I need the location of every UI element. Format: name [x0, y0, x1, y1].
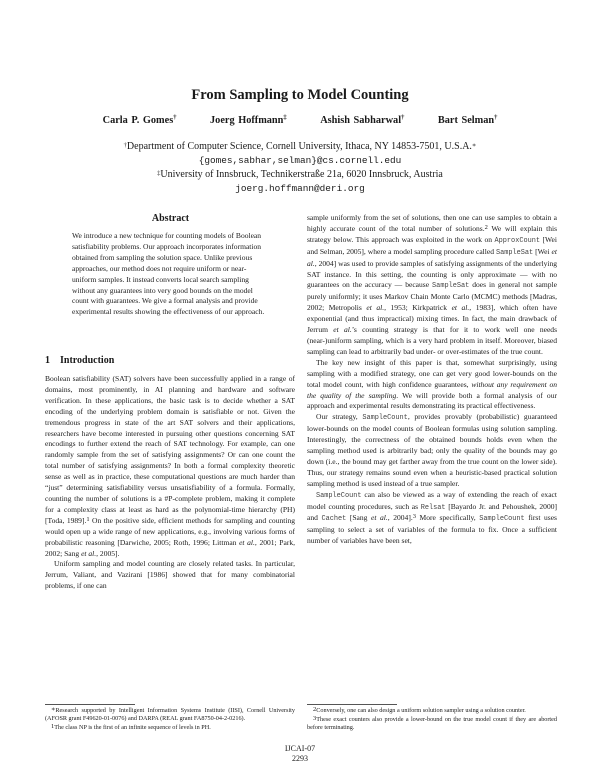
code-approxcount: ApproxCount — [494, 236, 541, 245]
right-paragraph-2: The key new insight of this paper is that, somewhat surprisingly, using sampling with a modified strategy, one can get very good lower-bounds on the total model count, with high confidence guarantees, without any requirement on the quality of the sampling. We will provide both a formal analysis of our approach and experimental results demonstrating its practical effectiveness. — [307, 357, 557, 411]
author-sabharwal: Ashish Sabharwal† — [320, 114, 405, 126]
footnote-star: ∗Research supported by Intelligent Information Systems Institute (IISI), Cornell University (AFOSR grant F49620-01-0076) and DARPA (REAL grant FA8750-04-2-0216). — [45, 706, 295, 723]
footnote-rule-left — [45, 704, 135, 705]
footnote-3: $^3$These exact counters also provide a lower-bound on the true model count if they are aborted before terminating. — [307, 715, 557, 732]
section-heading-introduction: 1 Introduction — [45, 355, 115, 366]
right-paragraph-3: Our strategy, SampleCount, provides provably (probabilistic) guaranteed lower-bounds on the model counts of Boolean formulas using solution sampling. Interestingly, the correctness of the obtained bounds holds even when the sampling method used is arbitrarily bad; only the quality of the bounds may go down (i.e., the bound may get farther away from the true count on the lower side). Thus, our strategy remains sound even when a heuristic-based practical solution sampling method is used instead of a true sampler. — [307, 412, 557, 488]
author-selman: Bart Selman† — [437, 114, 498, 126]
footnotes-right — [307, 707, 557, 734]
email-cornell: {gomes,sabhar,selman}@cs.cornell.edu — [198, 155, 402, 166]
email-innsbruck: joerg.hoffmann@deri.org — [235, 183, 365, 194]
footnotes-left — [45, 707, 295, 734]
abstract-heading: Abstract — [151, 213, 190, 224]
page-number: 2293 — [292, 753, 308, 763]
author-gomes: Carla P. Gomes† — [102, 114, 177, 126]
intro-paragraph-2: Uniform sampling and model counting are closely related tasks. In particular, Jerrum, Valiant, and Vazirani [1986] showed that for many combinatorial problems, if one can — [45, 559, 295, 591]
paper-title: From Sampling to Model Counting — [191, 87, 409, 103]
footnote-2: $^2$Conversely, one can also design a uniform solution sampler using a solution counter. — [313, 706, 526, 714]
author-hoffmann: Joerg Hoffmann‡ — [210, 114, 287, 126]
footnote-rule-right — [307, 704, 397, 705]
left-column — [45, 374, 295, 592]
abstract-text: We introduce a new technique for counting models of Boolean satisfiability problems. Our approach incorporates information obtained from sampling the solution space. Unlike previous approaches, our method does not require uniform or near-uniform samples. It instead converts local search sampling without any guarantees into very good bounds on the model count with guarantees. We give a formal analysis and provide experimental results showing the effectiveness of our approach. — [72, 231, 265, 317]
intro-paragraph-1: Boolean satisfiability (SAT) solvers have been successfully applied in a range of domains, most prominently, in AI planning and hardware and software verification. In these applications, the basic task is to decide whether a SAT encoding of the underlying problem domain is satisfiable or not. Given the tremendous progress in state of the art SAT solvers and their applications, researchers have become interested in pursuing other questions concerning SAT encodings to further extend the reach of SAT technology. For example, can one randomly sample from the set of satisfying assignments? Or can one count the total number of satisfying assignments? In both a formal complexity theoretic sense as well as in practice, these computational questions are much harder than “just” determining satisfiability versus unsatisfiability of a formula. Formally, counting the number of solutions is a #P-complete problem, making it complete for a complexity class at least as hard as the polynomial-time hierarchy (PH) [Toda, 1989].$^1$ On the positive side, efficient methods for sampling and counting would open up a wide range of new applications, e.g., involving various forms of probabilistic reasoning [Darwiche, 2005; Roth, 1996; Littman et al., 2001; Park, 2002; Sang et al., 2005]. — [45, 374, 295, 558]
footnote-1: $^1$The class NP is the first of an infinite sequence of levels in PH. — [51, 723, 211, 732]
author-list — [0, 115, 600, 126]
affiliation-innsbruck: ‡University of Innsbruck, Technikerstraße 21a, 6020 Innsbruck, Austria — [157, 169, 443, 180]
right-column — [307, 213, 557, 547]
right-paragraph-1: sample uniformly from the set of solutions, then one can use samples to obtain a highly accurate count of the total number of solutions.$^2$ We will explain this strategy below. This approach was exploited in the work on ApproxCount [Wei and Selman, 2005], where a model sampling procedure called SampleSat [Wei et al., 2004] was used to provide samples of satisfying assignments of the underlying SAT instance. In this setting, the counting is only approximate — with no guarantees on the accuracy — because SampleSat does in general not sample purely uniformly; it uses Markov Chain Monte Carlo (MCMC) methods [Madras, 2002; Metropolis et al., 1953; Kirkpatrick et al., 1983], which often have exponential (and thus impractical) mixing times. In fact, the main drawback of Jerrum et al.’s counting strategy is that for it to work well one needs (near-)uniform sampling, which is a very hard problem in itself. Moreover, biased sampling can lead to arbitrarily bad under- or over-estimates of the true count. — [307, 213, 558, 356]
venue-label: IJCAI-07 — [284, 744, 316, 753]
affiliation-cornell: †Department of Computer Science, Cornell University, Ithaca, NY 14853-7501, U.S.A.∗ — [123, 141, 477, 152]
page-footer — [0, 744, 600, 763]
right-paragraph-4: SampleCount can also be viewed as a way of extending the reach of exact model counting procedures, such as Relsat [Bayardo Jr. and Pehoushek, 2000] and Cachet [Sang et al., 2004].$^3$ More specifically, SampleCount first uses sampling to select a set of variables of the formula to fix. Once a sufficient number of variables have been set, — [307, 489, 558, 546]
